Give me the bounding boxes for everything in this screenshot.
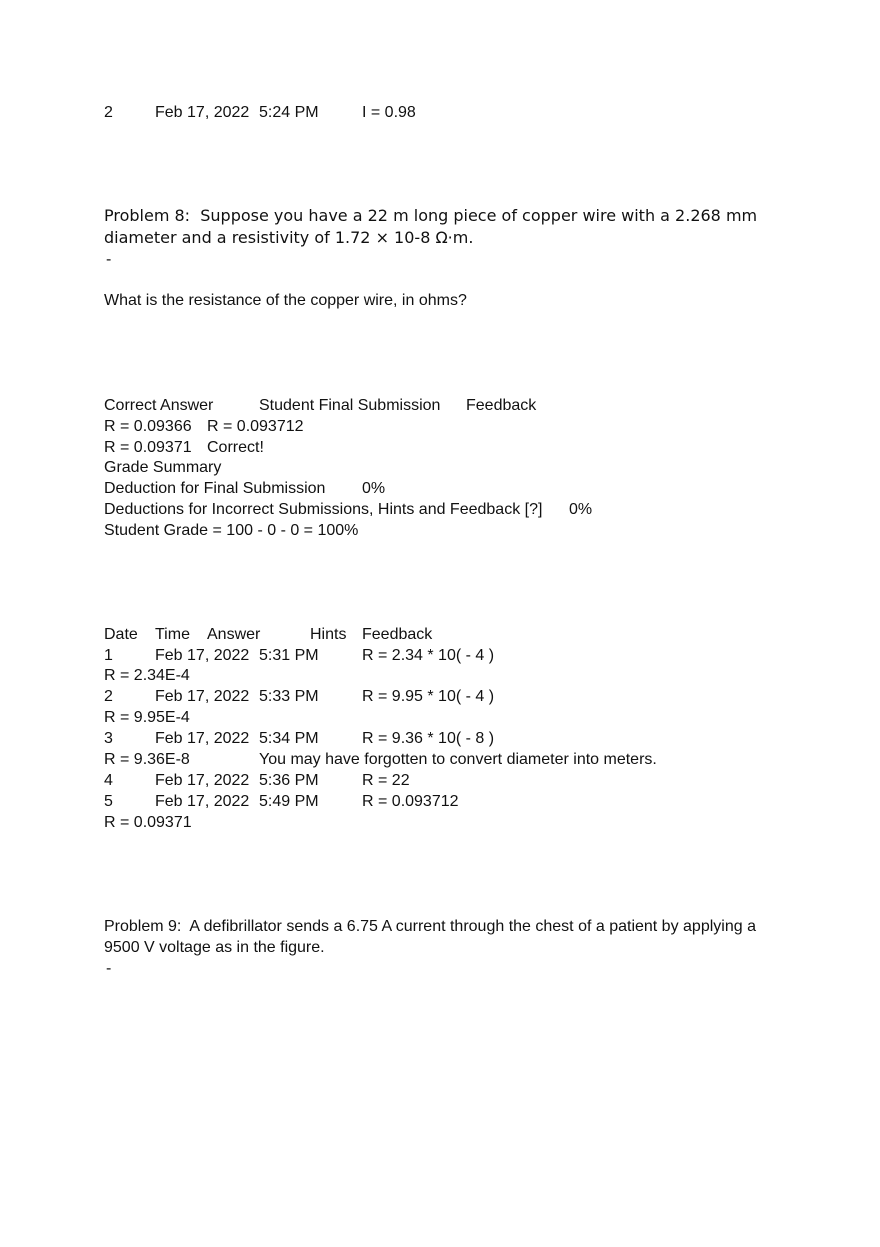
problem9-line2: 9500 V voltage as in the figure. <box>104 939 325 956</box>
student-grade: Student Grade = 100 - 0 - 0 = 100% <box>104 522 359 539</box>
history-header-time: Time <box>155 626 190 643</box>
student-answer-value: R = 0.093712 <box>207 418 304 435</box>
history-row-2-date: Feb 17, 2022 <box>155 688 250 705</box>
history-row-4-time: 5:36 PM <box>259 772 319 789</box>
deduction-final-value: 0% <box>362 480 386 497</box>
problem8-line2: diameter and a resistivity of 1.72 × 10-8 Ω·m. <box>104 228 474 247</box>
prev-row-date: Feb 17, 2022 <box>155 104 250 121</box>
deduction-incorrect-label: Deductions for Incorrect Submissions, Hints and Feedback [?] <box>104 501 543 518</box>
history-row-4-number: 4 <box>104 772 113 789</box>
problem9-line1: Problem 9: A defibrillator sends a 6.75 A current through the chest of a patient by applying a <box>104 918 756 935</box>
history-header-hints: Hints <box>310 626 347 643</box>
history-row-3-feedback: You may have forgotten to convert diameter into meters. <box>259 751 657 768</box>
header-feedback: Feedback <box>466 397 537 414</box>
history-row-3-number: 3 <box>104 730 113 747</box>
history-row-5-sub: R = 0.09371 <box>104 814 192 831</box>
header-correct-answer: Correct Answer <box>104 397 214 414</box>
history-row-5-answer: R = 0.093712 <box>362 793 459 810</box>
history-row-1-time: 5:31 PM <box>259 647 319 664</box>
history-row-2-time: 5:33 PM <box>259 688 319 705</box>
header-student-final-submission: Student Final Submission <box>259 397 441 414</box>
problem8-line1: Problem 8: Suppose you have a 22 m long piece of copper wire with a 2.268 mm <box>104 206 758 225</box>
history-header-feedback: Feedback <box>362 626 433 643</box>
grade-summary-title: Grade Summary <box>104 459 222 476</box>
problem9-dash: - <box>106 960 112 977</box>
history-row-1-answer: R = 2.34 * 10( - 4 ) <box>362 647 495 664</box>
history-row-2-sub: R = 9.95E-4 <box>104 709 190 726</box>
problem8-dash: - <box>106 251 112 268</box>
feedback-correct: Correct! <box>207 439 264 456</box>
history-row-4-answer: R = 22 <box>362 772 410 789</box>
history-row-1-sub: R = 2.34E-4 <box>104 667 190 684</box>
history-row-5-date: Feb 17, 2022 <box>155 793 250 810</box>
history-row-1-number: 1 <box>104 647 113 664</box>
prev-row-number: 2 <box>104 104 113 121</box>
prev-row-answer: I = 0.98 <box>362 104 416 121</box>
history-row-2-number: 2 <box>104 688 113 705</box>
history-row-3-sub: R = 9.36E-8 <box>104 751 190 768</box>
history-row-5-number: 5 <box>104 793 113 810</box>
history-row-1-date: Feb 17, 2022 <box>155 647 250 664</box>
prev-row-time: 5:24 PM <box>259 104 319 121</box>
deduction-incorrect-value: 0% <box>569 501 593 518</box>
deduction-final-label: Deduction for Final Submission <box>104 480 326 497</box>
history-header-answer: Answer <box>207 626 261 643</box>
student-answer-rounded: R = 0.09371 <box>104 439 192 456</box>
history-row-3-time: 5:34 PM <box>259 730 319 747</box>
history-header-date: Date <box>104 626 138 643</box>
problem8-question: What is the resistance of the copper wire, in ohms? <box>104 292 467 309</box>
history-row-2-answer: R = 9.95 * 10( - 4 ) <box>362 688 495 705</box>
history-row-3-date: Feb 17, 2022 <box>155 730 250 747</box>
history-row-5-time: 5:49 PM <box>259 793 319 810</box>
history-row-3-answer: R = 9.36 * 10( - 8 ) <box>362 730 495 747</box>
history-row-4-date: Feb 17, 2022 <box>155 772 250 789</box>
correct-answer-value: R = 0.09366 <box>104 418 192 435</box>
